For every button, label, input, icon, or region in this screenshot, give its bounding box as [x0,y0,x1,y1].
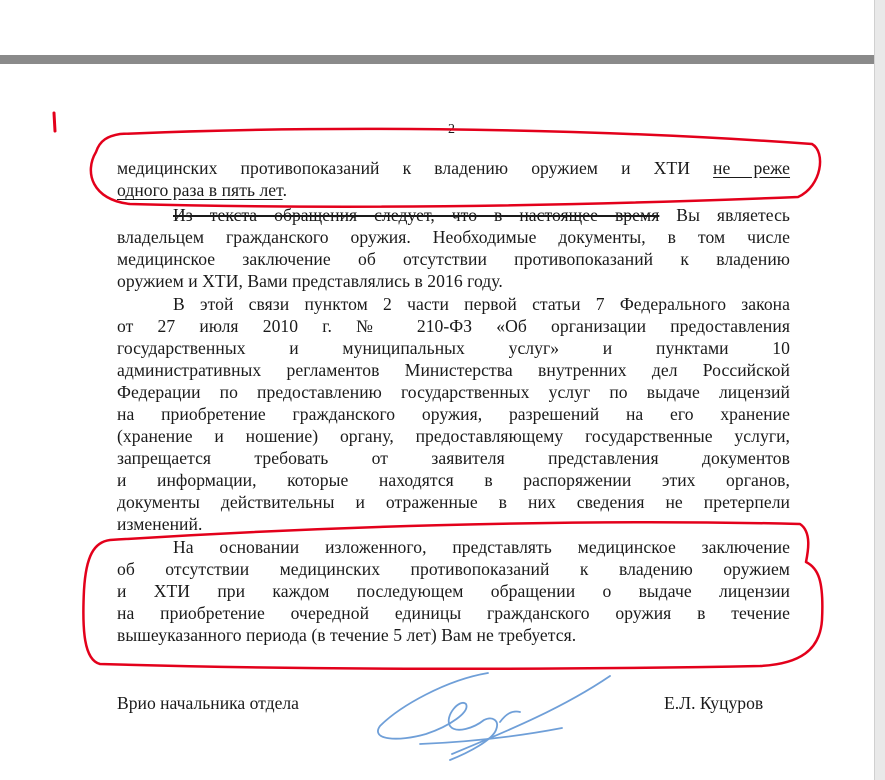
red-tick-mark [54,113,55,131]
para2-line2: владельцем гражданского оружия. Необходимые документы, в том числе [117,227,790,247]
para3-line4: административных регламентов Министерства внутренних дел Российской [117,360,790,380]
struck-through-text: Из текста обращения следует, что в настоящее время [173,205,660,225]
para4-line1: На основании изложенного, представлять медицинское заключение [173,537,790,557]
para2-line1-rest: Вы являетесь [659,205,790,225]
para4-line3: и ХТИ при каждом последующем обращении о выдаче лицензии [117,581,790,601]
underlined-phrase-start: не реже [713,158,791,178]
para3-line8: запрещается требовать от заявителя представления документов [117,448,790,468]
para2-line4: оружием и ХТИ, Вами представлялись в 2016 году. [117,271,503,291]
para3-line6: на приобретение гражданского оружия, разрешений на его хранение [117,404,790,424]
underlined-phrase-end: одного раза в пять лет [117,180,283,200]
para3-line5: Федерации по предоставлению государственных услуг по выдаче лицензий [117,382,790,402]
para3-line1: В этой связи пунктом 2 части первой статьи 7 Федерального закона [173,294,790,314]
signatory-position: Врио начальника отдела [117,693,299,713]
red-outline-top [91,129,820,207]
para4-line5: вышеуказанного периода (в течение 5 лет) Вам не требуется. [117,625,577,645]
para1-line2-end: . [282,180,288,200]
para3-line9: и информации, которые находятся в распоряжении этих органов, [117,470,790,490]
para3-line7: (хранение и ношение) органу, предоставляющему государственные услуги, [117,426,790,446]
para2-line3: медицинское заключение об отсутствии противопоказаний к владению [117,249,790,269]
para3-line2: от 27 июля 2010 г. № 210-ФЗ «Об организации предоставления [117,316,790,336]
para3-line10: документы действительны и отраженные в них сведения не претерпели [117,492,790,512]
para3-line3: государственных и муниципальных услуг» и пунктами 10 [117,338,790,358]
red-outline-bottom [83,522,822,669]
page-number: 2 [448,122,455,137]
para3-line11: изменений. [117,514,203,534]
handwritten-signature [378,673,610,760]
para4-line2: об отсутствии медицинских противопоказаний к владению оружием [117,559,790,579]
signatory-name: Е.Л. Куцуров [664,693,764,713]
para4-line4: на приобретение очередной единицы гражданского оружия в течение [117,603,790,623]
para1-line1-text: медицинских противопоказаний к владению оружием и ХТИ [117,158,714,178]
